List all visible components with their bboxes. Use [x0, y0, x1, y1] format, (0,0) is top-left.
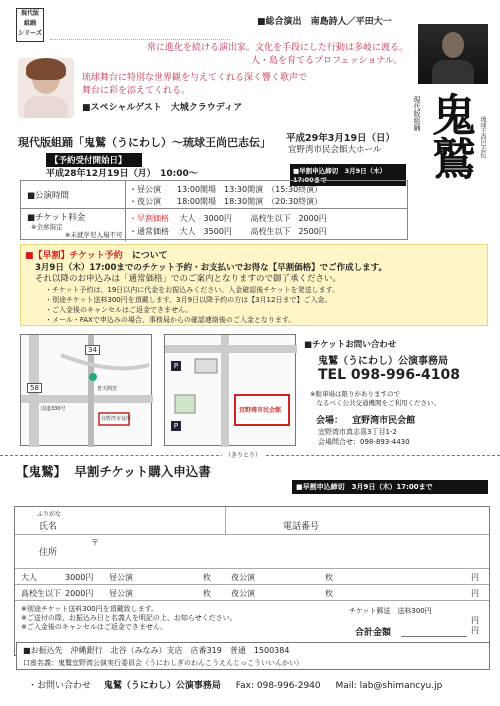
venue-tel: 会場問合せ：098-893-4430	[318, 438, 410, 446]
form-note: ※ご入金後のキャンセルはご返金できません。	[21, 623, 168, 631]
ticket-type: 高校生以下	[21, 589, 61, 598]
logo-line: 組踊	[23, 20, 36, 27]
early-bullet: ・別途チケット送料300円を頂戴します。3月9日以降予約の方は【3月12日まで】ご入金。	[45, 296, 332, 304]
unit: 枚	[325, 573, 333, 582]
early-bullet: ・ご入金後のキャンセルはご返金できません。	[45, 306, 193, 314]
showtime-line: ・夜公演 18:00開場 18:30開演 （20:30終演）	[129, 197, 323, 206]
showtime-row	[21, 181, 407, 209]
phone-label: 電話番号	[283, 522, 320, 532]
price-student: 高校生以下 2000円	[250, 214, 327, 223]
form-address-row	[15, 535, 489, 569]
price-adult: 大人 3000円	[179, 214, 232, 223]
early-heading-row	[25, 248, 168, 261]
contact-office: 鬼鷲（うにわし）公演事務局	[318, 356, 448, 367]
unit: 枚	[325, 589, 333, 598]
play-title: 現代版組踊「鬼鷲（うにわし）～琉球王尚巴志伝」	[18, 136, 271, 149]
form-title	[16, 462, 211, 480]
ticket-price: 3000円	[65, 573, 94, 582]
price-note: ※全席指定	[31, 223, 63, 231]
early-section	[20, 244, 488, 326]
map-label: 国道330号	[41, 406, 66, 412]
director-bio-line: 常に進化を続ける演出家。文化を手段にした行動は多岐に渡る。	[147, 43, 409, 53]
map-detail-svg	[165, 335, 297, 447]
early-bullet: ・チケット予約は、19日以内に代金をお振込みください。入金確認後チケットを発送します。	[45, 286, 340, 294]
logo-caption	[50, 10, 230, 40]
yen: 円	[471, 573, 479, 582]
map-label: 34	[85, 345, 100, 355]
contact-tel: TEL 098-996-4108	[318, 367, 460, 383]
form-name-row	[15, 507, 489, 535]
info-table	[20, 180, 408, 240]
day-label: 昼公演	[109, 573, 133, 582]
ticket-row	[15, 569, 489, 585]
unit: 枚	[203, 589, 211, 598]
total-field[interactable]	[401, 623, 467, 637]
form-note: ※ご送付の際、お振込み日と名義人を明記の上、お知らせください。	[21, 614, 237, 622]
form-note: ※別途チケット送料300円を頂戴致します。	[21, 605, 159, 613]
venue-label: 会場：	[316, 416, 344, 426]
yen: 円	[471, 589, 479, 598]
day-label: 昼公演	[109, 589, 133, 598]
price-label: ■チケット料金	[27, 213, 86, 223]
map-wide	[20, 334, 152, 446]
price-note: ※未就学児入場不可	[65, 231, 123, 239]
name-label: 氏名	[39, 522, 58, 532]
guest-bio-line: 舞台に彩を添えてくれる。	[82, 86, 191, 96]
showtime-line: ・昼公演 13:00開場 13:30開演 （15:30終演）	[129, 185, 323, 194]
ticket-price: 2000円	[65, 589, 94, 598]
price-line	[129, 226, 327, 237]
early-line: 3月9日（木）17:00までのチケット予約・お支払いでお得な【早割価格】でご作成します。	[35, 263, 387, 273]
director-label: ■総合演出	[257, 17, 302, 27]
form-deadline: ■早割申込締切 3月9日（木）17:00まで	[292, 480, 488, 494]
director-bio	[147, 42, 408, 68]
map-detail	[164, 334, 296, 446]
director-names: 南島詩人／平田大一	[310, 17, 392, 27]
series-logo	[16, 8, 44, 42]
night-qty-field[interactable]	[261, 570, 321, 583]
ticket-type: 大人	[21, 573, 37, 582]
director-bio-line: 人・島を育てるプロフェッショナル。	[251, 56, 403, 66]
logo-line: シリーズ	[18, 30, 42, 37]
map-label: 宜野湾市役所	[101, 416, 132, 422]
venue-address: 宜野湾市真志喜3丁目1-2	[318, 428, 397, 436]
play-date: 平成29年3月19日（日）	[286, 133, 396, 144]
title-art-main: 鬼鷲	[424, 92, 475, 180]
guest-bio	[82, 72, 307, 98]
map-label: 普天間宮	[97, 386, 118, 392]
contact-heading: ■チケットお問い合わせ	[304, 340, 397, 350]
bank-line: ■お振込先 沖縄銀行 北谷（みなみ）支店 店番319 普通 1500384	[23, 646, 290, 655]
map-venue-label: 宜野湾市民会館	[239, 407, 282, 414]
deadline-box: ■早割申込締切 3月9日（木）17:00まで	[290, 164, 406, 186]
price-kind: ・早割価格	[129, 214, 169, 223]
ship-fee: チケット郵送 送料300円	[349, 607, 432, 615]
title-art-sub2: 琉球王尚巴志伝	[479, 116, 486, 158]
price-adult: 大人 3500円	[179, 227, 232, 236]
contact-venue	[316, 413, 415, 426]
night-qty-field[interactable]	[261, 586, 321, 599]
play-venue: 宜野湾市民会館大ホール	[288, 145, 382, 155]
venue-map	[20, 334, 296, 446]
guest-label: ■スペシャルゲスト 大城クラウディア	[82, 103, 243, 113]
footer	[28, 678, 442, 691]
night-label: 夜公演	[231, 589, 255, 598]
price-row	[21, 209, 407, 241]
logo-line: 現代版	[20, 10, 39, 17]
map-parking: P	[171, 361, 181, 371]
footer-label: ・お問い合わせ	[28, 681, 92, 691]
bank-info	[16, 642, 490, 670]
guest-bio-line: 琉球舞台に特別な世界観を与えてくれる深く響く歌声で	[82, 73, 308, 83]
bank-line: 口座名義：鬼鷲宜野湾公演実行委員会（うにわしぎのわんこうえんじっこういいんかい）	[23, 659, 303, 667]
footer-office: 鬼鷲（うにわし）公演事務局	[103, 681, 221, 691]
total-yen: 円	[471, 626, 479, 635]
address-label: 住所	[39, 548, 58, 558]
day-qty-field[interactable]	[139, 586, 199, 599]
early-line: それ以降のお申込みは「通常価格」でのご案内となりますので御了承ください。	[35, 274, 342, 284]
footer-fax: Fax: 098-996-2940	[235, 681, 321, 691]
price-kind: ・通常価格	[129, 227, 169, 236]
showtime-label: ■公演時間	[27, 191, 70, 201]
venue-name: 宜野湾市民会館	[352, 416, 416, 426]
form-notes	[21, 605, 237, 632]
map-parking: P	[171, 421, 181, 431]
day-qty-field[interactable]	[139, 570, 199, 583]
map-label: 58	[27, 383, 42, 393]
sale-start-label: 【予約受付開始日】	[46, 153, 142, 167]
title-art-sub: 現代版組踊	[413, 96, 421, 131]
sale-start: 平成28年12月19日（月） 10:00～	[46, 169, 198, 179]
ship-yen: 円	[471, 616, 479, 625]
name-field[interactable]	[75, 517, 215, 533]
phone-field[interactable]	[335, 517, 485, 533]
total-label: 合計金額	[355, 628, 392, 638]
early-heading: ■【早割】チケット予約	[25, 251, 123, 261]
title-art	[410, 92, 490, 202]
ticket-row	[15, 585, 489, 601]
price-line	[129, 213, 327, 224]
furigana-label: ふりがな	[37, 511, 62, 518]
director-photo	[418, 24, 488, 84]
form-body	[14, 506, 490, 656]
unit: 枚	[203, 573, 211, 582]
guest-photo	[18, 58, 74, 118]
contact-note: なるべく公共交通機関をご利用ください。	[310, 399, 440, 407]
cut-line-label: （きりとり）	[222, 450, 264, 459]
early-bullet: ・メール・FAXで申込みの場合、事務局からの確認連絡後のご入金となります。	[45, 316, 296, 324]
form-title-prefix: 【鬼鷲】	[16, 464, 67, 479]
form-title-text: 早割チケット購入申込書	[74, 464, 211, 479]
address-field[interactable]	[95, 541, 475, 565]
footer-mail: Mail: lab@shimancyu.jp	[335, 681, 443, 691]
price-student: 高校生以下 2500円	[250, 227, 327, 236]
contact-note: ※駐車場は限りがありますので	[310, 390, 400, 398]
director-heading	[257, 14, 392, 27]
early-heading2: について	[131, 251, 168, 261]
postal-mark: 〒	[91, 538, 99, 547]
night-label: 夜公演	[231, 573, 255, 582]
